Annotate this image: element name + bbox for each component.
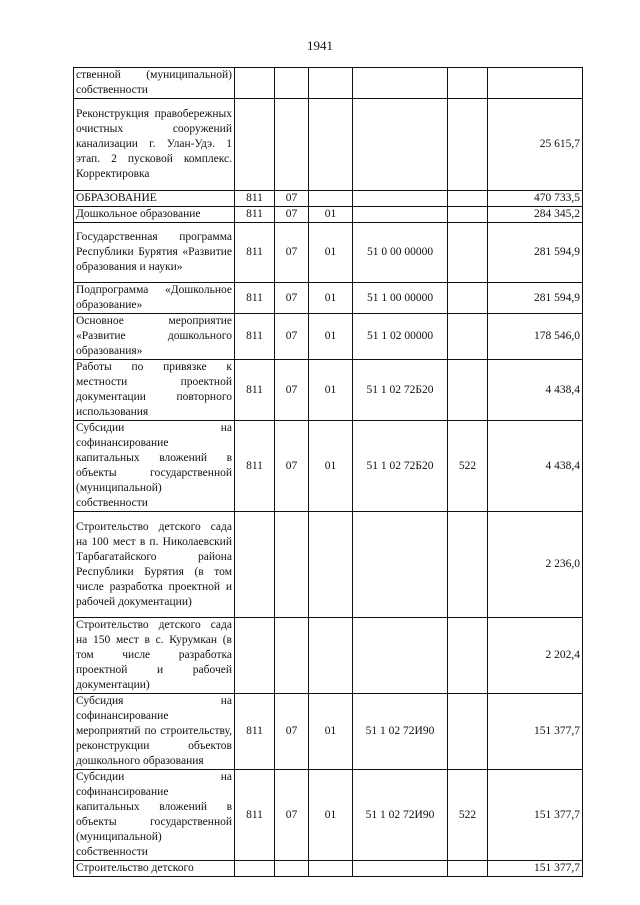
expense-type-cell (448, 618, 488, 694)
table-row (74, 770, 583, 861)
expense-type-cell (448, 694, 488, 770)
expense-type-cell (448, 360, 488, 421)
target-article-cell (353, 512, 448, 618)
row-name: Субсидии на софинансирование капитальных вложений в объекты государственной (муниципальной) собственности (74, 770, 235, 861)
amount-cell: 470 733,5 (488, 191, 583, 207)
section-cell (275, 99, 309, 191)
expense-type-cell: 522 (448, 421, 488, 512)
expense-type-cell (448, 68, 488, 99)
target-article-cell (353, 191, 448, 207)
row-name: Основное мероприятие «Развитие дошкольного образования» (74, 314, 235, 360)
section-cell: 07 (275, 207, 309, 223)
grbs-cell: 811 (235, 421, 275, 512)
section-cell (275, 68, 309, 99)
row-name: Подпрограмма «Дошкольное образование» (74, 283, 235, 314)
row-name: Субсидия на софинансирование мероприятий по строительству, реконструкции объектов дошкольного образования (74, 694, 235, 770)
subsection-cell (309, 512, 353, 618)
grbs-cell: 811 (235, 314, 275, 360)
target-article-cell (353, 99, 448, 191)
target-article-cell: 51 0 00 00000 (353, 223, 448, 283)
section-cell (275, 512, 309, 618)
target-article-cell: 51 1 00 00000 (353, 283, 448, 314)
grbs-cell: 811 (235, 694, 275, 770)
amount-cell: 151 377,7 (488, 861, 583, 877)
grbs-cell: 811 (235, 191, 275, 207)
subsection-cell (309, 99, 353, 191)
subsection-cell: 01 (309, 314, 353, 360)
subsection-cell (309, 68, 353, 99)
grbs-cell (235, 618, 275, 694)
amount-cell (488, 68, 583, 99)
table-row (74, 694, 583, 770)
subsection-cell: 01 (309, 207, 353, 223)
subsection-cell (309, 191, 353, 207)
grbs-cell (235, 99, 275, 191)
amount-cell: 2 236,0 (488, 512, 583, 618)
amount-cell: 4 438,4 (488, 421, 583, 512)
amount-cell: 25 615,7 (488, 99, 583, 191)
table-row (74, 360, 583, 421)
grbs-cell: 811 (235, 770, 275, 861)
row-name: Реконструкция правобережных очистных сооружений канализации г. Улан-Удэ. 1 этап. 2 пусковой комплекс. Корректировка (74, 99, 235, 191)
subsection-cell: 01 (309, 421, 353, 512)
grbs-cell: 811 (235, 283, 275, 314)
section-cell: 07 (275, 314, 309, 360)
section-cell: 07 (275, 223, 309, 283)
subsection-cell: 01 (309, 770, 353, 861)
table-row (74, 99, 583, 191)
subsection-cell: 01 (309, 360, 353, 421)
target-article-cell: 51 1 02 72Б20 (353, 421, 448, 512)
section-cell: 07 (275, 421, 309, 512)
section-cell: 07 (275, 694, 309, 770)
amount-cell: 178 546,0 (488, 314, 583, 360)
subsection-cell (309, 861, 353, 877)
subsection-cell: 01 (309, 223, 353, 283)
grbs-cell: 811 (235, 207, 275, 223)
section-cell: 07 (275, 360, 309, 421)
target-article-cell (353, 861, 448, 877)
row-name: Строительство детского сада на 100 мест в п. Николаевский Тарбагатайского района Республики Бурятия (в том числе разработка проектной и рабочей документации) (74, 512, 235, 618)
table-row (74, 314, 583, 360)
amount-cell: 284 345,2 (488, 207, 583, 223)
amount-cell: 281 594,9 (488, 283, 583, 314)
grbs-cell (235, 68, 275, 99)
target-article-cell: 51 1 02 72И90 (353, 770, 448, 861)
amount-cell: 151 377,7 (488, 694, 583, 770)
row-name: Государственная программа Республики Бурятия «Развитие образования и науки» (74, 223, 235, 283)
expense-type-cell (448, 283, 488, 314)
row-name: Субсидии на софинансирование капитальных вложений в объекты государственной (муниципальной) собственности (74, 421, 235, 512)
table-row (74, 207, 583, 223)
target-article-cell: 51 1 02 72И90 (353, 694, 448, 770)
row-name: Дошкольное образование (74, 207, 235, 223)
table-row (74, 283, 583, 314)
row-name: Строительство детского (74, 861, 235, 877)
row-name: Работы по привязке к местности проектной документации повторного использования (74, 360, 235, 421)
page-number: 1941 (307, 38, 333, 53)
amount-cell: 281 594,9 (488, 223, 583, 283)
section-cell: 07 (275, 770, 309, 861)
amount-cell: 151 377,7 (488, 770, 583, 861)
subsection-cell: 01 (309, 694, 353, 770)
table-row (74, 223, 583, 283)
budget-table (73, 67, 583, 877)
table-row (74, 861, 583, 877)
expense-type-cell (448, 314, 488, 360)
amount-cell: 4 438,4 (488, 360, 583, 421)
section-cell: 07 (275, 191, 309, 207)
expense-type-cell (448, 223, 488, 283)
row-name: ОБРАЗОВАНИЕ (74, 191, 235, 207)
grbs-cell: 811 (235, 360, 275, 421)
row-name: Строительство детского сада на 150 мест в с. Курумкан (в том числе разработка проектной и рабочей документации) (74, 618, 235, 694)
grbs-cell (235, 861, 275, 877)
subsection-cell: 01 (309, 283, 353, 314)
table-row (74, 68, 583, 99)
expense-type-cell (448, 861, 488, 877)
table-row (74, 421, 583, 512)
grbs-cell (235, 512, 275, 618)
expense-type-cell: 522 (448, 770, 488, 861)
table-row (74, 512, 583, 618)
target-article-cell: 51 1 02 72Б20 (353, 360, 448, 421)
section-cell (275, 861, 309, 877)
expense-type-cell (448, 99, 488, 191)
section-cell: 07 (275, 283, 309, 314)
target-article-cell (353, 68, 448, 99)
target-article-cell (353, 207, 448, 223)
expense-type-cell (448, 207, 488, 223)
target-article-cell (353, 618, 448, 694)
amount-cell: 2 202,4 (488, 618, 583, 694)
subsection-cell (309, 618, 353, 694)
section-cell (275, 618, 309, 694)
expense-type-cell (448, 512, 488, 618)
row-name: ственной (муниципальной) собственности (74, 68, 235, 99)
table-row (74, 191, 583, 207)
grbs-cell: 811 (235, 223, 275, 283)
table-row (74, 618, 583, 694)
expense-type-cell (448, 191, 488, 207)
target-article-cell: 51 1 02 00000 (353, 314, 448, 360)
